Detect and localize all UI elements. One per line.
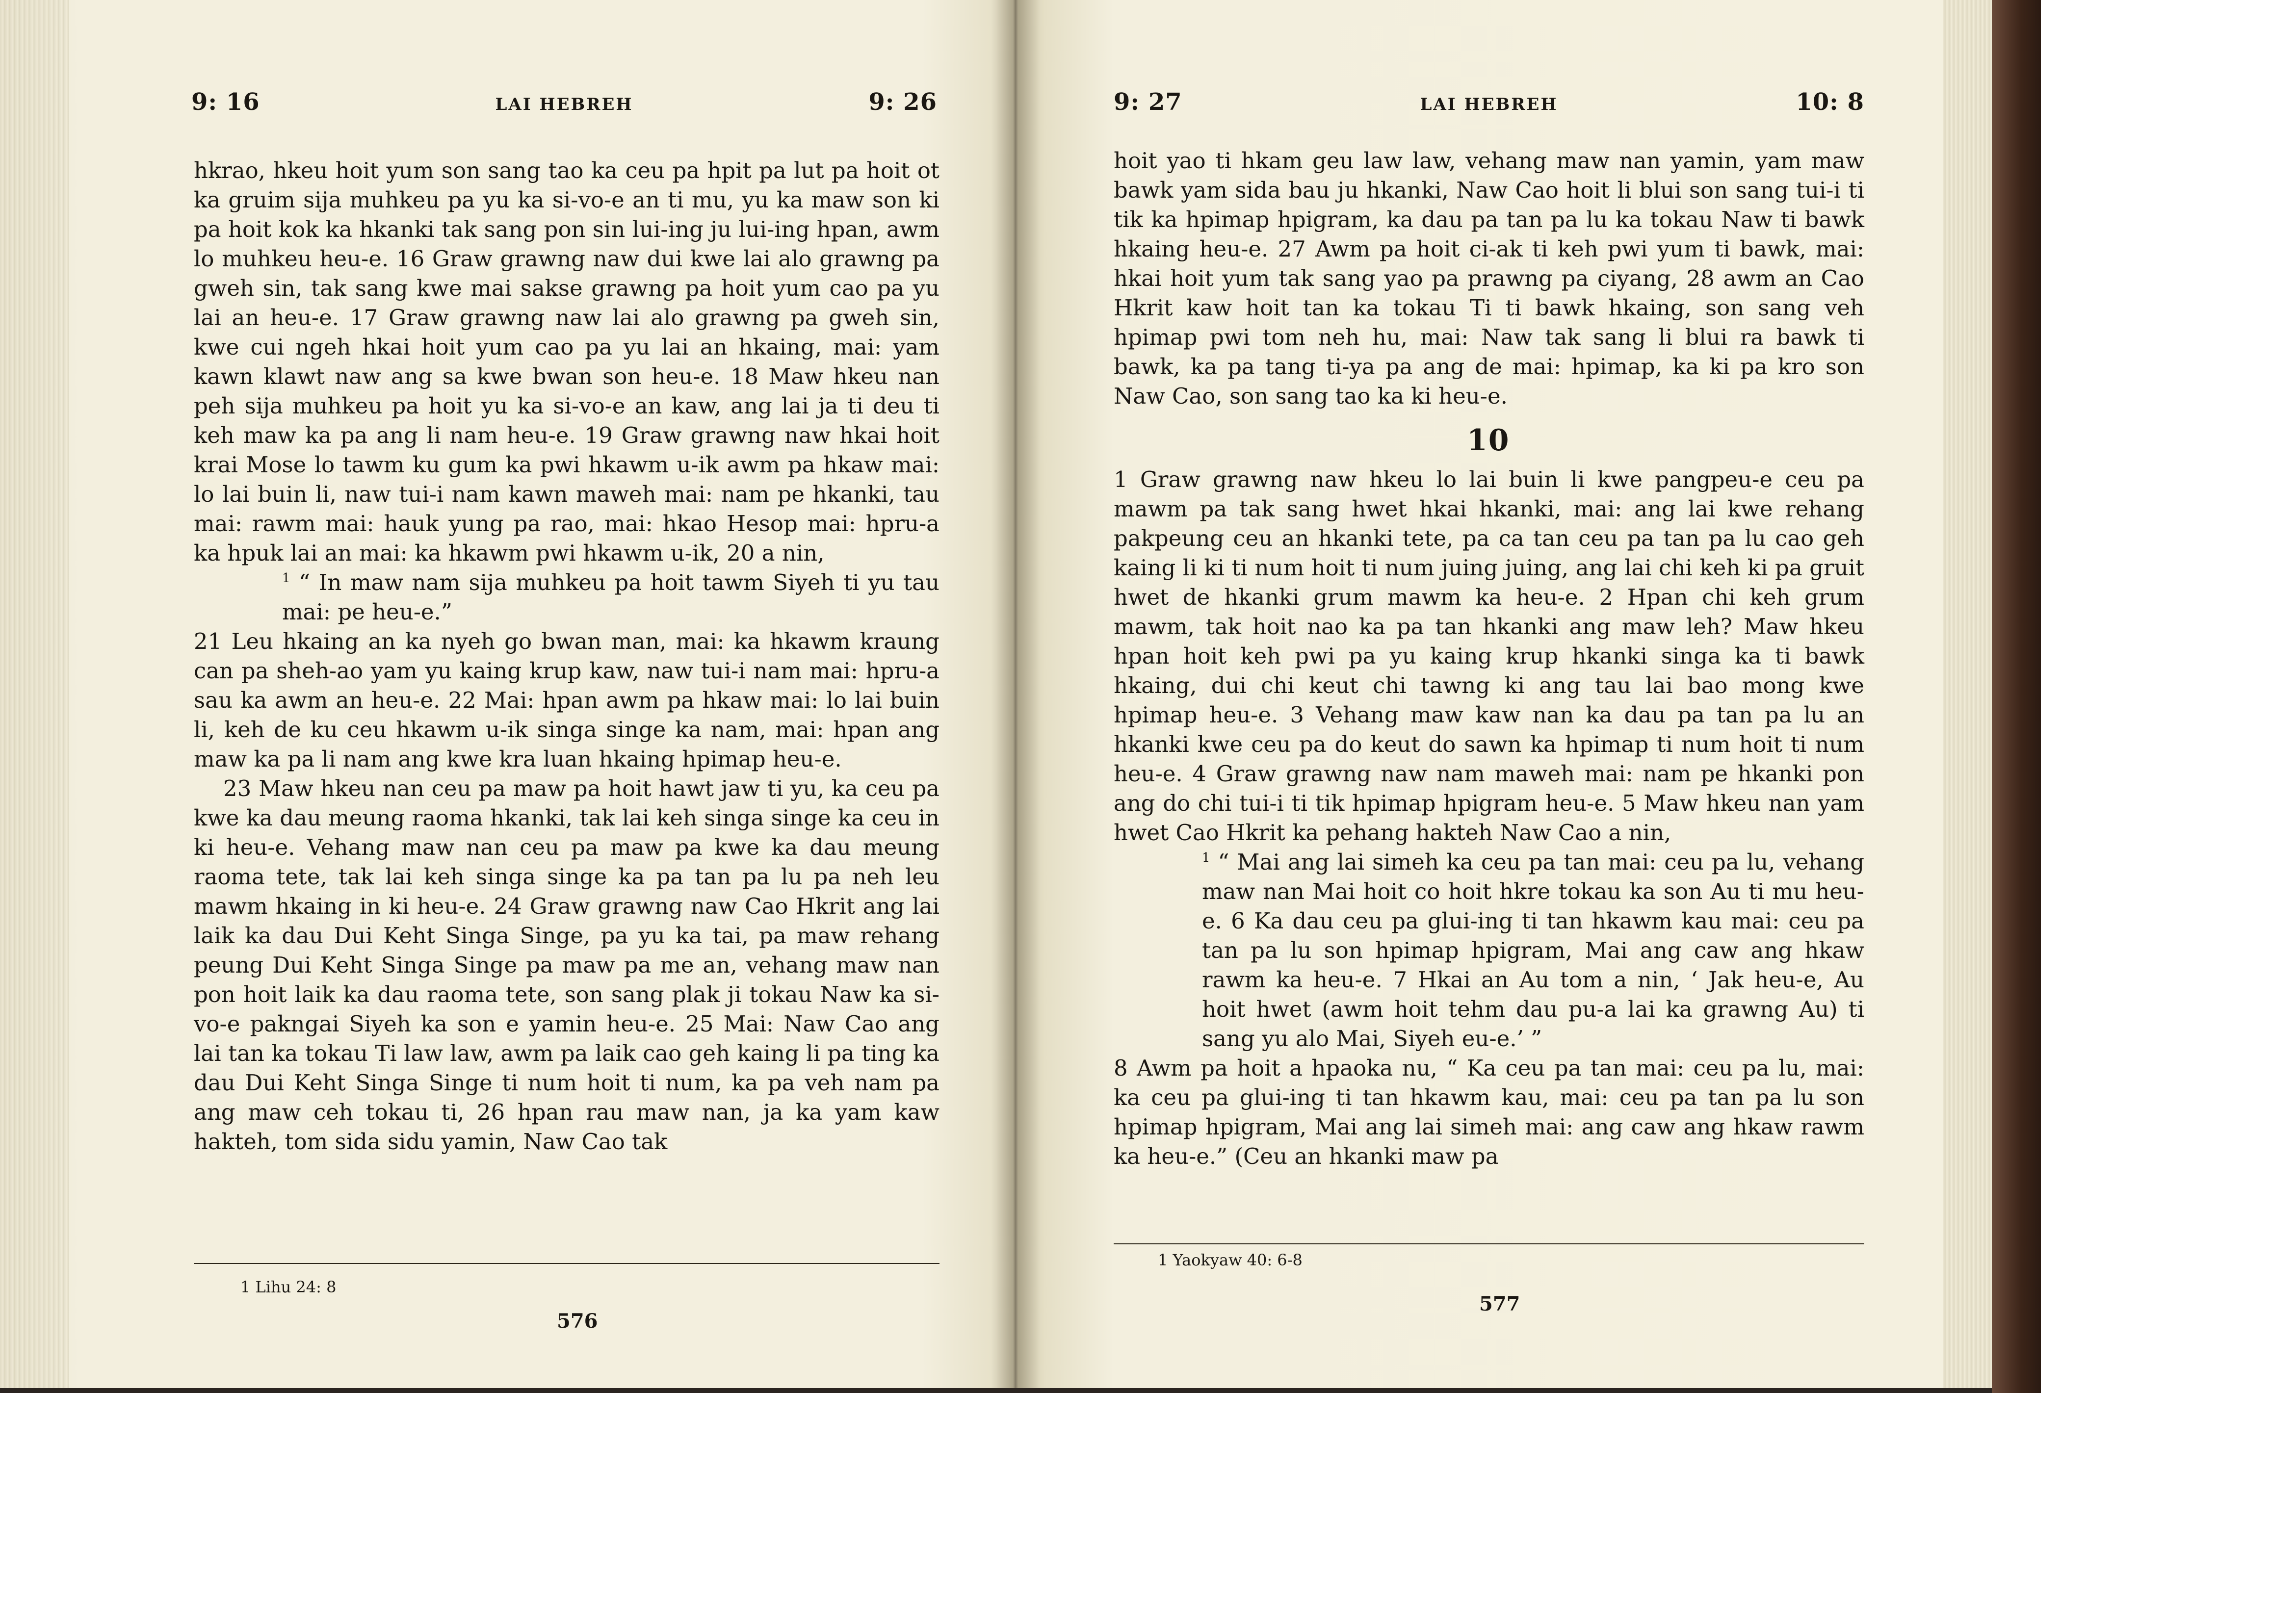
main-text xyxy=(1114,146,1864,1171)
footnote-divider xyxy=(194,1263,939,1264)
header-book-title: LAI HEBREH xyxy=(1420,95,1558,114)
footnote: 1 Yaokyaw 40: 6-8 xyxy=(1158,1251,1303,1269)
header-reference-start: 9: 27 xyxy=(1114,88,1182,116)
page-edges xyxy=(1943,0,1992,1388)
paragraph: 1 Graw grawng naw hkeu lo lai buin li kwe pangpeu-e ceu pa mawm pa tak sang hwet hkai hkanki, mai: ang lai kwe rehang pakpeung ceu an hkanki tete, pa ca tan ceu pa tan pa lu cao geh kaing li ki ti num hoit ti num juing juing, ang lai chi keh ki pa gruit hwet de hkanki grum mawm ka heu-e. 2 Hpan chi keh grum mawm, tak hoit nao ka pa tan hkanki ang maw leh? Maw hkeu hpan hoit keh pwi pa yu kaing krup hkanki singa ka ti bawk hkaing, dui chi keut chi tawng ki ang tau lai bao mong kwe hpimap heu-e. 3 Vehang maw kaw nan ka dau pa tan pa lu an hkanki kwe ceu pa do keut do sawn ka hpimap ti num hoit ti num heu-e. 4 Graw grawng naw nam maweh mai: nam pe hkanki pon ang do chi tui-i ti tik hpimap hpigram heu-e. 5 Maw hkeu nan yam hwet Cao Hkrit ka pehang hakteh Naw Cao a nin, xyxy=(1114,466,1864,846)
footnote-divider xyxy=(1114,1243,1864,1244)
header-reference-end: 10: 8 xyxy=(1796,88,1864,116)
header-reference-end: 9: 26 xyxy=(868,88,937,116)
book-gutter xyxy=(991,0,1040,1388)
page-number: 577 xyxy=(1479,1292,1520,1315)
footnote-marker: 1 xyxy=(282,571,290,586)
paragraph: 21 Leu hkaing an ka nyeh go bwan man, mai: ka hkawm kraung can pa sheh-ao yam yu kaing krup kaw, naw tui-i nam mai: hpru-a sau ka awm an heu-e. 22 Mai: hpan awm pa hkaw mai: lo lai buin li, keh de ku ceu hkawm u-ik singa singe ka nam, mai: hpan ang maw ka pa li nam ang kwe kra luan hkaing hpimap heu-e. xyxy=(194,628,939,772)
left-page xyxy=(0,0,1016,1388)
paragraph: hkrao, hkeu hoit yum son sang tao ka ceu pa hpit pa lut pa hoit ot ka gruim sija muhkeu pa yu ka si-vo-e an ti mu, yu ka maw son ki pa hoit kok ka hkanki tak sang pon sin lui-ing ju lui-ing hpan, awm lo muhkeu heu-e. 16 Graw grawng naw dui kwe lai alo grawng pa gweh sin, tak sang kwe mai sakse grawng pa hoit yum cao pa yu lai an heu-e. 17 Graw grawng naw lai alo grawng pa gweh sin, kwe cui ngeh hkai hoit yum cao pa yu lai an hkaing, mai: yam kawn klawt naw ang sa kwe bwan son heu-e. 18 Maw hkeu nan peh sija muhkeu pa hoit yu ka si-vo-e an kaw, ang lai ja ti deu ti keh maw ka pa ang li nam heu-e. 19 Graw grawng naw hkai hoit krai Mose lo tawm ku gum ka pwi hkawm u-ik awm pa hkaw mai: lo lai buin li, naw tui-i nam kawn maweh mai: nam pe hkanki, tau mai: rawm mai: hauk yung pa rao, mai: hkao Hesop mai: hpru-a ka hpuk lai an mai: ka hkawm pwi hkawm u-ik, 20 a nin, xyxy=(194,157,939,566)
paragraph: hoit yao ti hkam geu law law, vehang maw nan yamin, yam maw bawk yam sida bau ju hkanki, Naw Cao hoit li blui son sang tui-i ti tik ka hpimap hpigram, ka dau pa tan pa lu ka tokau Naw ti bawk hkaing heu-e. 27 Awm pa hoit ci-ak ti keh pwi yum ti bawk, mai: hkai hoit yum tak sang yao pa prawng pa ciyang, 28 awm an Cao Hkrit kaw hoit tan ka tokau Ti ti bawk hkaing, son sang veh hpimap pwi tom neh hu, mai: Naw tak sang li blui ra bawk ti bawk, ka pa tang ti-ya pa ang de mai: hpimap, ka ki pa kro son Naw Cao, son sang tao ka ki heu-e. xyxy=(1114,148,1864,409)
right-page xyxy=(1016,0,1992,1388)
main-text xyxy=(194,156,939,1157)
paragraph: 23 Maw hkeu nan ceu pa maw pa hoit hawt jaw ti yu, ka ceu pa kwe ka dau meung raoma hkanki, tak lai keh singa singe ka ceu in ki heu-e. Vehang maw nan ceu pa maw pa kwe ka dau meung raoma tete, tak lai keh singa singe ka pa tan pa lu pa neh leu mawm hkaing in ki heu-e. 24 Graw grawng naw Cao Hkrit ang lai laik ka dau Dui Keht Singa Singe, pa yu ka tai, pa maw rehang peung Dui Keht Singa Singe pa maw pa me an, vehang maw nan pon hoit laik ka dau raoma tete, son sang plak ji tokau Naw ka si-vo-e pakngai Siyeh ka son e yamin heu-e. 25 Mai: Naw Cao ang lai tan ka tokau Ti law law, awm pa laik cao geh kaing li pa ting ka dau Dui Keht Singa Singe ti num hoit ti num, ka pa veh nam pa ang maw ceh tokau ti, 26 hpan rau maw nan, ja ka yam kaw hakteh, tom sida sidu yamin, Naw Cao tak xyxy=(194,775,939,1155)
quote-text: “ In maw nam sija muhkeu pa hoit tawm Siyeh ti yu tau mai: pe heu-e.” xyxy=(282,569,939,625)
footnote-marker: 1 xyxy=(1202,850,1210,865)
page-number: 576 xyxy=(557,1310,598,1333)
running-header xyxy=(1114,88,1864,116)
scripture-quote xyxy=(194,568,939,627)
header-reference-start: 9: 16 xyxy=(191,88,260,116)
footnote: 1 Lihu 24: 8 xyxy=(240,1278,337,1296)
header-book-title: LAI HEBREH xyxy=(495,95,633,114)
quote-text: “ Mai ang lai simeh ka ceu pa tan mai: ceu pa lu, vehang maw nan Mai hoit co hoit hkre tokau ka son Au ti mu heu-e. 6 Ka dau ceu pa glui-ing ti tan hkawm kau mai: ceu pa tan pa lu son hpimap hpigram, Mai ang caw ang hkaw rawm ka heu-e. 7 Hkai an Au tom a nin, ‘ Jak heu-e, Au hoit hwet (awm hoit tehm dau pu-a lai ka grawng Au) ti sang yu alo Mai, Siyeh eu-e.’ ” xyxy=(1202,849,1864,1052)
paragraph: 8 Awm pa hoit a hpaoka nu, “ Ka ceu pa tan mai: ceu pa lu, mai: ka ceu pa glui-ing ti tan hkawm kau, mai: ceu pa tan pa lu son hpimap hpigram, Mai ang lai simeh mai: ang caw ang hkaw rawm ka heu-e.” (Ceu an hkanki maw pa xyxy=(1114,1055,1864,1169)
page-edges xyxy=(0,0,69,1388)
scripture-quote xyxy=(1114,848,1864,1054)
running-header xyxy=(191,88,937,116)
book-cover xyxy=(1992,0,2041,1393)
chapter-number: 10 xyxy=(1467,423,1510,458)
